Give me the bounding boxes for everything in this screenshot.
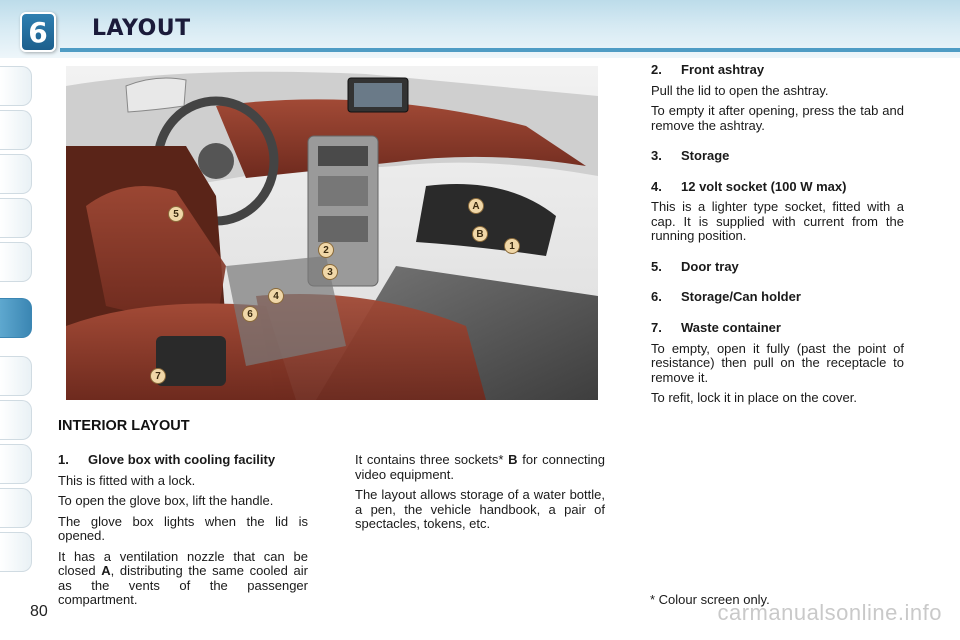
- interior-illustration: [66, 66, 598, 400]
- callout-b: B: [472, 226, 488, 242]
- chapter-tab-6-active[interactable]: [0, 298, 32, 338]
- item-4-paragraph: This is a lighter type socket, fitted with a cap. It is supplied with current from the running position.: [651, 199, 904, 244]
- chapter-tab-5[interactable]: [0, 242, 32, 282]
- interior-drawing: [66, 66, 598, 400]
- page-number: 80: [30, 603, 48, 620]
- item-7-title: 7. Waste container: [651, 320, 781, 336]
- chapter-tab-3[interactable]: [0, 154, 32, 194]
- item-1-title: 1. Glove box with cooling facility: [58, 452, 276, 467]
- callout-2: 2: [318, 242, 334, 258]
- footnote: * Colour screen only.: [650, 592, 770, 607]
- chapter-tab-10[interactable]: [0, 488, 32, 528]
- callout-a: A: [468, 198, 484, 214]
- header-rule: [60, 48, 960, 52]
- item-2-title: 2. Front ashtray: [651, 62, 765, 77]
- page-title: LAYOUT: [92, 16, 191, 41]
- item-1-paragraph: It contains three sockets* B for connecting video equipment.: [355, 452, 605, 482]
- callout-5: 5: [168, 206, 184, 222]
- chapter-tab-2[interactable]: [0, 110, 32, 150]
- callout-1: 1: [504, 238, 520, 254]
- callout-3: 3: [322, 264, 338, 280]
- chapter-tab-1[interactable]: [0, 66, 32, 106]
- chapter-badge: 6: [20, 12, 56, 52]
- item-3-title: 3. Storage: [651, 148, 730, 164]
- item-4-title: 4. 12 volt socket (100 W max): [651, 178, 847, 194]
- chapter-tab-9[interactable]: [0, 444, 32, 484]
- chapter-tab-8[interactable]: [0, 400, 32, 440]
- item-2-paragraph: To empty it after opening, press the tab and remove the ashtray.: [651, 103, 904, 133]
- chapter-tab-11[interactable]: [0, 532, 32, 572]
- chapter-tab-4[interactable]: [0, 198, 32, 238]
- item-1-paragraph: To open the glove box, lift the handle.: [58, 493, 274, 509]
- column-right: [651, 63, 904, 412]
- callout-4: 4: [268, 288, 284, 304]
- item-5-title: 5. Door tray: [651, 258, 739, 274]
- item-1-paragraph: This is fitted with a lock.: [58, 472, 196, 488]
- item-1-paragraph: The layout allows storage of a water bottle, a pen, the vehicle handbook, a pair of spectacles, tokens, etc.: [355, 487, 605, 532]
- item-7-paragraph: To refit, lock it in place on the cover.: [651, 390, 857, 406]
- chapter-tab-7[interactable]: [0, 356, 32, 396]
- item-2-paragraph: Pull the lid to open the ashtray.: [651, 82, 829, 98]
- item-6-title: 6. Storage/Can holder: [651, 289, 801, 305]
- watermark: carmanualsonline.info: [717, 600, 942, 625]
- item-1-paragraph: The glove box lights when the lid is opened.: [58, 513, 308, 544]
- item-7-paragraph: To empty, open it fully (past the point of resistance) then pull on the receptacle to remove it.: [651, 340, 904, 385]
- callout-6: 6: [242, 306, 258, 322]
- section-heading: INTERIOR LAYOUT: [58, 418, 190, 434]
- column-middle: [355, 453, 605, 538]
- callout-7: 7: [150, 368, 166, 384]
- chapter-tab-strip: [0, 66, 36, 576]
- item-1-paragraph: It has a ventilation nozzle that can be closed A, distributing the same cooled air as the vents of the passenger compartment.: [58, 548, 308, 608]
- column-left: [58, 453, 308, 614]
